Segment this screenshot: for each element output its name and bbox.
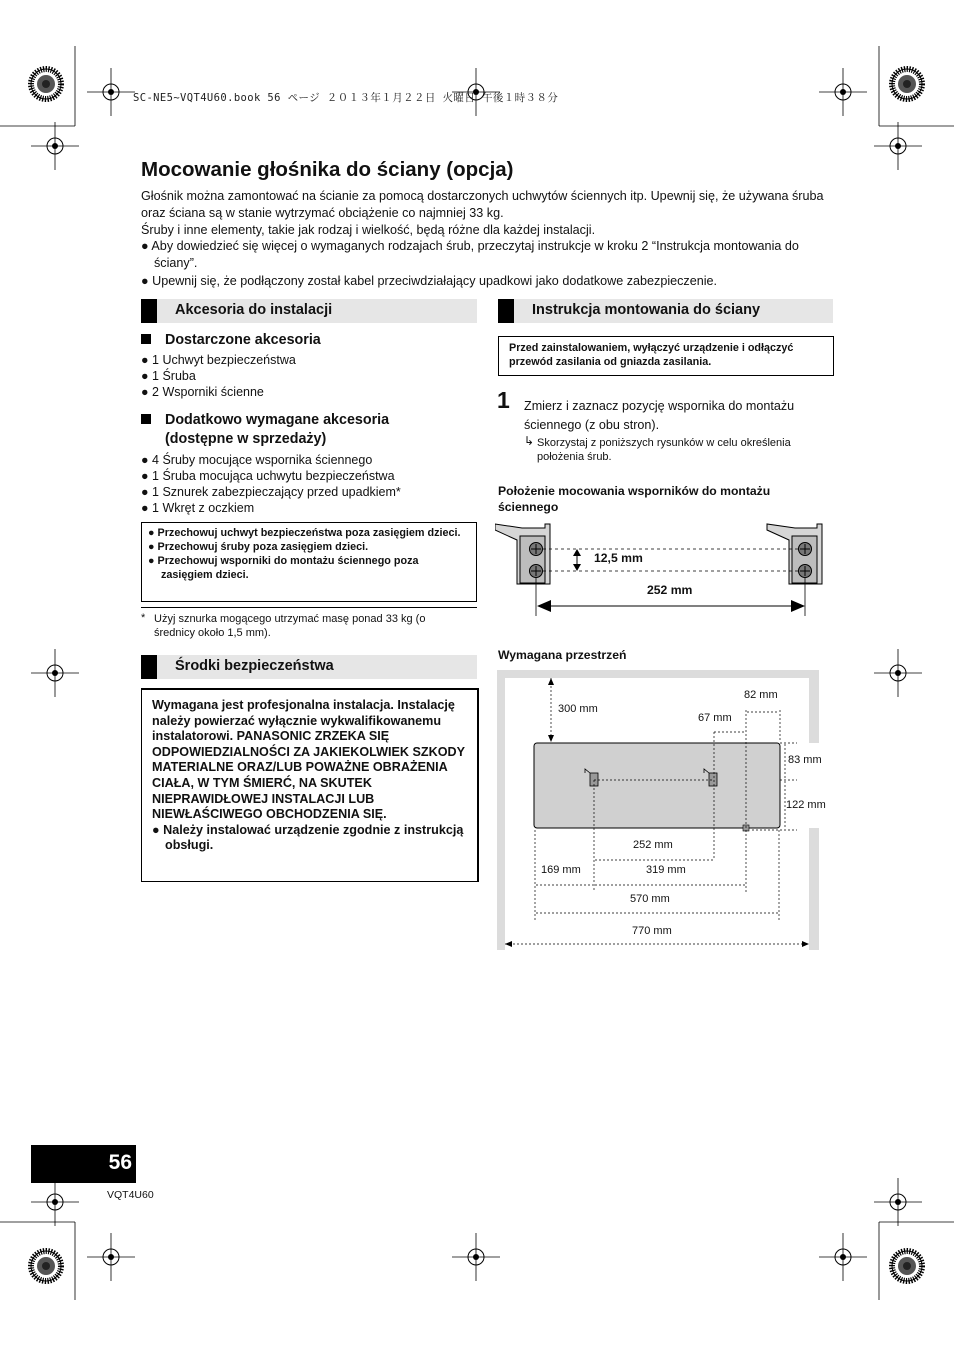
extra-accessories-list [141, 452, 401, 516]
dim-12-5mm: 12,5 mm [594, 551, 643, 565]
print-header: SC-NE5~VQT4U60.book 56 ページ ２０１３年１月２２日 火曜日 午後１時３８分 [133, 92, 559, 104]
dim-122mm: 122 mm [786, 799, 826, 811]
right-bracket [767, 524, 822, 584]
section-mounting-title: Instrukcja montowania do ściany [532, 302, 761, 318]
dim-169mm: 169 mm [541, 864, 581, 876]
safety-bullet: ● Należy instalować urządzenie zgodnie z instrukcją obsługi. [152, 822, 464, 853]
step-number: 1 [497, 387, 510, 413]
intro-p2: Śruby i inne elementy, takie jak rodzaj i wielkość, będą różne dla każdej instalacji. [141, 222, 596, 237]
page-title: Mocowanie głośnika do ściany (opcja) [141, 158, 514, 181]
dim-770mm: 770 mm [632, 925, 672, 937]
footnote-mark: * [141, 612, 146, 624]
section-safety [141, 655, 477, 679]
required-space-diagram [497, 670, 822, 953]
warning-item: ● Przechowuj uchwyt bezpieczeństwa poza zasięgiem dzieci. [148, 527, 461, 539]
dim-82mm: 82 mm [744, 689, 778, 701]
figure-2-title: Wymagana przestrzeń [498, 648, 627, 662]
section-accessories [141, 299, 477, 323]
section-accessories-title: Akcesoria do instalacji [175, 302, 333, 318]
list-item: ● 4 Śruby mocujące wspornika ściennego [141, 453, 373, 467]
document-code: VQT4U60 [107, 1189, 154, 1201]
power-notice-box [498, 336, 834, 376]
child-warning-box [141, 522, 477, 602]
power-notice: Przed zainstalowaniem, wyłączyć urządzenie i odłączyć przewód zasilania od gniazda zasilania. [509, 342, 794, 368]
step-subtext: Skorzystaj z poniższych rysunków w celu określenia położenia śrub. [537, 437, 791, 463]
list-item: ● 1 Śruba [141, 369, 196, 383]
intro-bullet-2: ● Upewnij się, że podłączony został kabel przeciwdziałający upadkowi jako dodatkowe zabezpieczenie. [141, 273, 718, 288]
dim-67mm: 67 mm [698, 712, 732, 724]
dim-252mm-space: 252 mm [633, 839, 673, 851]
left-bracket [495, 524, 550, 584]
dim-570mm: 570 mm [630, 893, 670, 905]
list-item: ● 2 Wsporniki ścienne [141, 385, 264, 399]
safety-text: Wymagana jest profesjonalna instalacja. Instalację należy powierzać wyłącznie wykwalifikowanemu instalatorowi. PANASONIC ZRZEKA SIĘ ODPOWIEDZIALNOŚCI ZA JAKIEKOLWIEK SZKODY MATERIALNE ORAZ/LUB POWAŻNE OBRAŻENIA CIAŁA, W TYM ŚMIERĆ, NA SKUTEK NIEPRAWIDŁOWEJ INSTALACJI LUB NIEWŁAŚCIWEGO OBCHODZENIA SIĘ. [152, 698, 465, 822]
extra-accessories-heading: Dodatkowo wymagane akcesoria (dostępne w sprzedaży) [141, 411, 389, 449]
section-safety-title: Środki bezpieczeństwa [175, 658, 334, 674]
list-item: ● 1 Sznurek zabezpieczający przed upadkiem* [141, 485, 401, 499]
warning-item: ● Przechowuj wsporniki do montażu ściennego poza zasięgiem dzieci. [148, 555, 419, 581]
intro-p1: Głośnik można zamontować na ścianie za pomocą dostarczonych uchwytów ściennych itp. Upewnij się, że używana śruba oraz ściana są w stanie wytrzymać obciążenie co najmniej 33 kg. [141, 189, 824, 220]
figure-1-title: Położenie mocowania wsporników do montażu ściennego [498, 484, 771, 514]
intro-text [141, 188, 831, 290]
dim-252mm: 252 mm [647, 583, 693, 597]
divider [141, 607, 477, 608]
list-item: ● 1 Uchwyt bezpieczeństwa [141, 353, 296, 367]
supplied-accessories-heading: Dostarczone akcesoria [141, 331, 321, 350]
list-item: ● 1 Śruba mocująca uchwytu bezpieczeństwa [141, 469, 395, 483]
dim-300mm: 300 mm [558, 703, 598, 715]
page-number-tab [31, 1145, 136, 1183]
list-item: ● 1 Wkręt z oczkiem [141, 501, 255, 515]
supplied-accessories-list [141, 352, 296, 400]
warning-item: ● Przechowuj śruby poza zasięgiem dzieci. [148, 541, 369, 553]
section-mounting [498, 299, 833, 323]
page-number: 56 [108, 1151, 132, 1174]
intro-bullet-1: ● Aby dowiedzieć się więcej o wymaganych rodzajach śrub, przeczytaj instrukcje w kroku 2 “Instrukcja montowania do ściany”. [141, 239, 799, 271]
safety-box [141, 688, 479, 882]
dim-319mm: 319 mm [646, 864, 686, 876]
step-text: Zmierz i zaznacz pozycję wspornika do montażu ściennego (z obu stron). [524, 399, 795, 432]
step-sub-arrow: ↳ [524, 434, 535, 448]
footnote: Użyj sznurka mogącego utrzymać masę ponad 33 kg (o średnicy około 1,5 mm). [154, 613, 426, 639]
dim-83mm: 83 mm [788, 754, 822, 766]
bracket-position-diagram [495, 518, 835, 618]
